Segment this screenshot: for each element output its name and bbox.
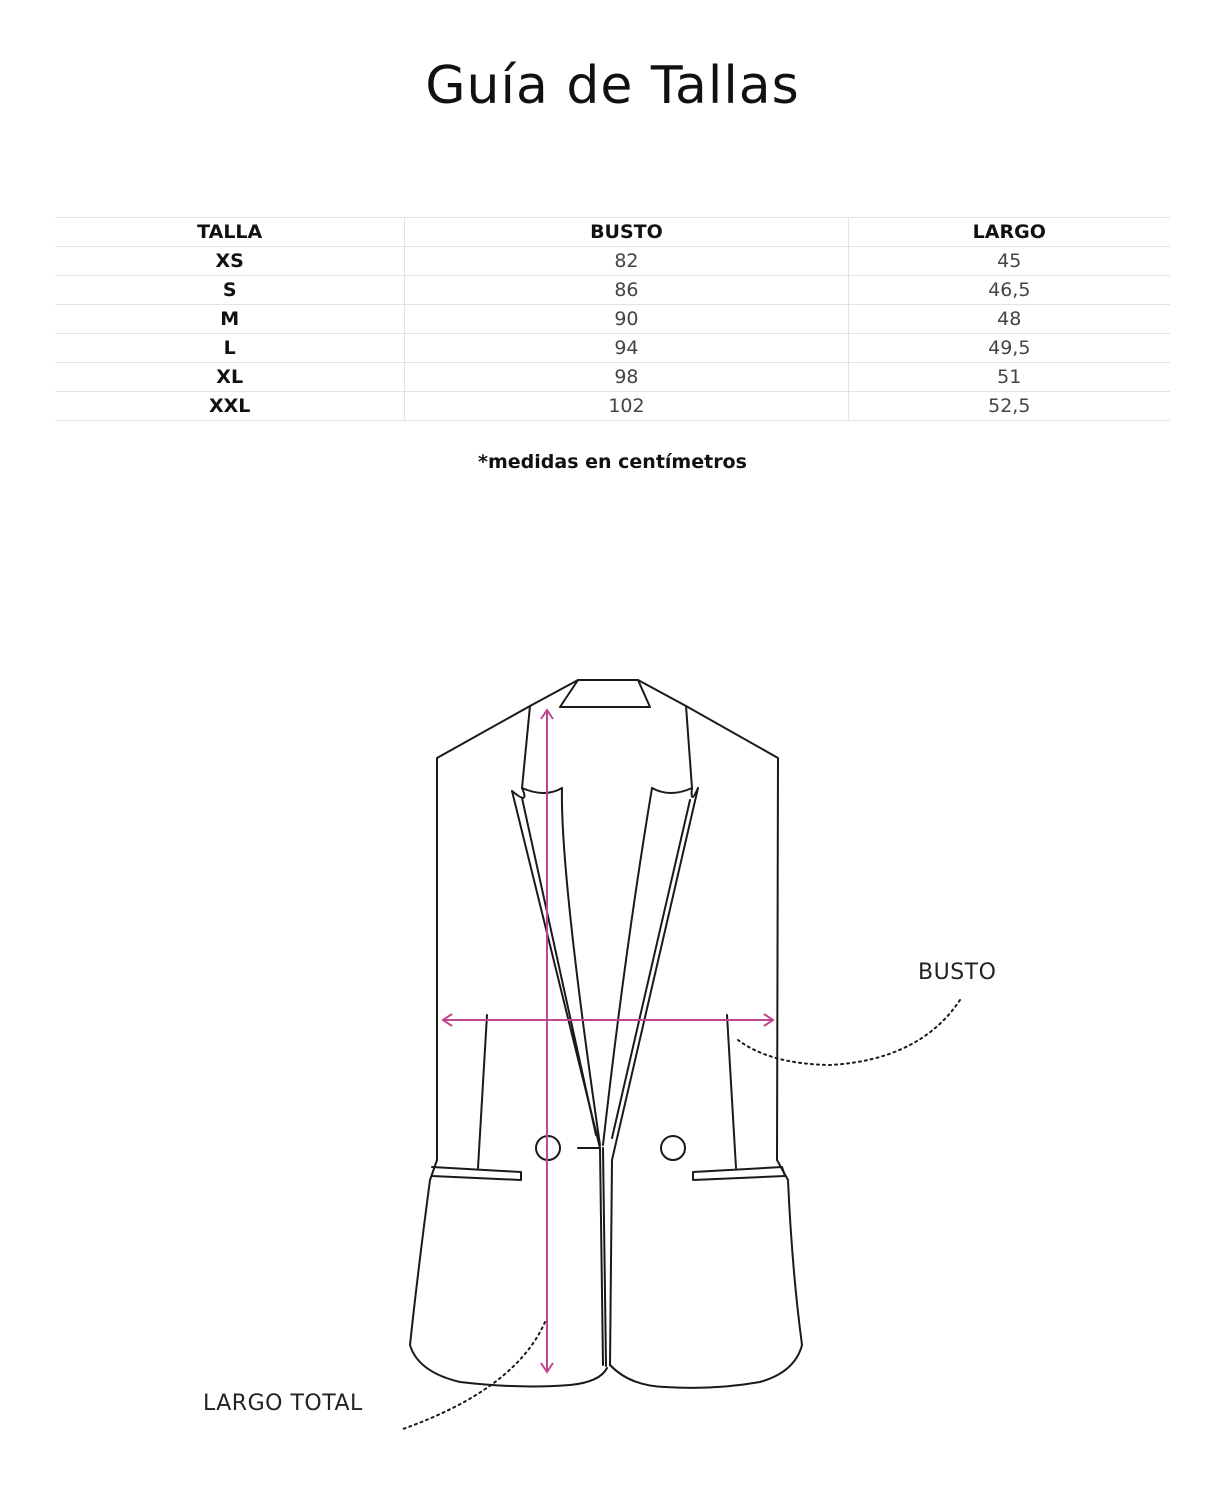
- column-header-busto: BUSTO: [405, 218, 848, 247]
- size-cell: L: [55, 334, 405, 363]
- bust-cell: 90: [405, 305, 848, 334]
- length-cell: 46,5: [848, 276, 1170, 305]
- length-cell: 45: [848, 247, 1170, 276]
- units-note: *medidas en centímetros: [478, 451, 747, 473]
- length-cell: 52,5: [848, 392, 1170, 421]
- column-header-largo: LARGO: [848, 218, 1170, 247]
- vest-icon: [410, 680, 802, 1388]
- measurement-lines: [443, 710, 773, 1372]
- size-cell: XXL: [55, 392, 405, 421]
- bust-leader-line: [738, 1000, 960, 1065]
- column-header-talla: TALLA: [55, 218, 405, 247]
- size-cell: M: [55, 305, 405, 334]
- size-cell: XL: [55, 363, 405, 392]
- bust-cell: 98: [405, 363, 848, 392]
- bust-label: BUSTO: [918, 960, 997, 985]
- bust-cell: 86: [405, 276, 848, 305]
- length-cell: 48: [848, 305, 1170, 334]
- size-cell: S: [55, 276, 405, 305]
- size-cell: XS: [55, 247, 405, 276]
- page-title: Guía de Tallas: [425, 56, 800, 116]
- bust-cell: 94: [405, 334, 848, 363]
- length-cell: 51: [848, 363, 1170, 392]
- length-leader-line: [400, 1322, 545, 1430]
- bust-cell: 82: [405, 247, 848, 276]
- length-cell: 49,5: [848, 334, 1170, 363]
- length-label: LARGO TOTAL: [203, 1391, 363, 1416]
- bust-cell: 102: [405, 392, 848, 421]
